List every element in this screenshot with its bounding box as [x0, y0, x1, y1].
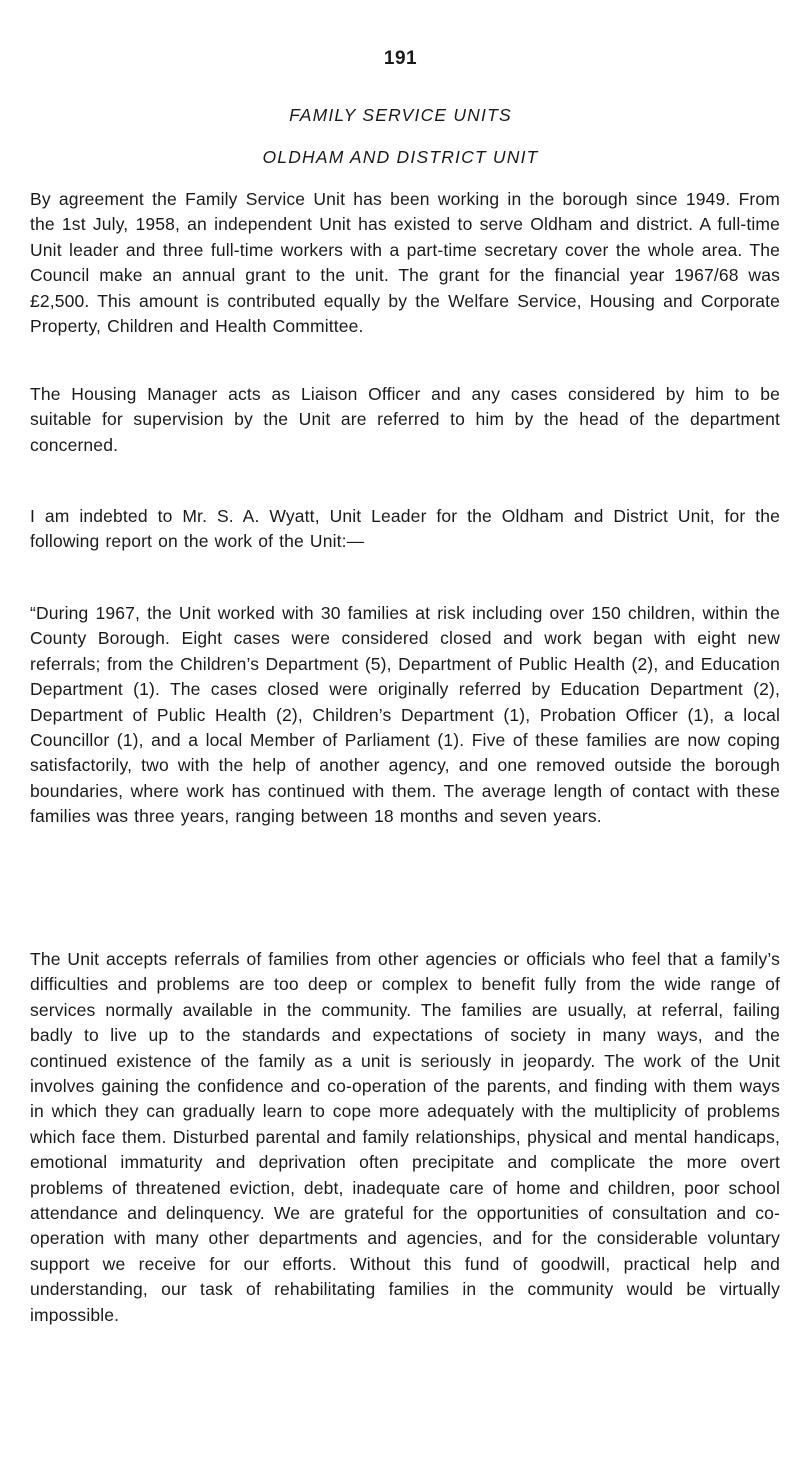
page-number: 191: [383, 48, 418, 69]
paragraph-liaison: The Housing Manager acts as Liaison Officer and any cases considered by him to be suitable for supervision by the Unit are referred to him by the head of the department concerned.: [30, 384, 780, 455]
paragraph-report-1967: “During 1967, the Unit worked with 30 families at risk including over 150 children, within the County Borough. Eight cases were considered closed and work began with eight new referrals; from the Children’s Department (5), Department of Public Health (2), and Education Department (1). The cases closed were originally referred by Education Department (2), Department of Public Health (2), Children’s Department (1), Probation Officer (1), a local Councillor (1), and a local Member of Parliament (1). Five of these families are now coping satisfactorily, two with the help of another agency, and one removed outside the borough boundaries, where work has continued with them. The average length of contact with these families was three years, ranging between 18 months and seven years.: [30, 603, 780, 827]
section-title: FAMILY SERVICE UNITS: [289, 105, 512, 125]
section-subtitle: OLDHAM AND DISTRICT UNIT: [262, 147, 539, 167]
paragraph-acknowledgement: I am indebted to Mr. S. A. Wyatt, Unit Leader for the Oldham and District Unit, for the following report on the work of the Unit:—: [30, 506, 780, 552]
paragraph-referrals: The Unit accepts referrals of families from other agencies or officials who feel that a family’s difficulties and problems are too deep or complex to benefit fully from the wide range of services normally available in the community. The families are usually, at referral, failing badly to live up to the standards and expectations of society in many ways, and the continued existence of the family as a unit is seriously in jeopardy. The work of the Unit involves gaining the confidence and co-operation of the parents, and finding with them ways in which they can gradually learn to cope more adequately with the multiplicity of problems which face them. Disturbed parental and family relationships, physical and mental handicaps, emotional immaturity and deprivation often precipitate and complicate the more overt problems of threatened eviction, debt, inadequate care of home and children, poor school attendance and delinquency. We are grateful for the opportunities of consultation and co-operation with many other departments and agencies, and for the considerable voluntary support we receive for our efforts. Without this fund of goodwill, practical help and understanding, our task of rehabilitating families in the community would be virtually impossible.: [30, 949, 780, 1325]
paragraph-grant: By agreement the Family Service Unit has been working in the borough since 1949. From the 1st July, 1958, an independent Unit has existed to serve Oldham and district. A full-time Unit leader and three full-time workers with a part-time secretary cover the whole area. The Council make an annual grant to the unit. The grant for the financial year 1967/68 was £2,500. This amount is contributed equally by the Welfare Service, Housing and Corporate Property, Children and Health Committee.: [30, 189, 780, 337]
